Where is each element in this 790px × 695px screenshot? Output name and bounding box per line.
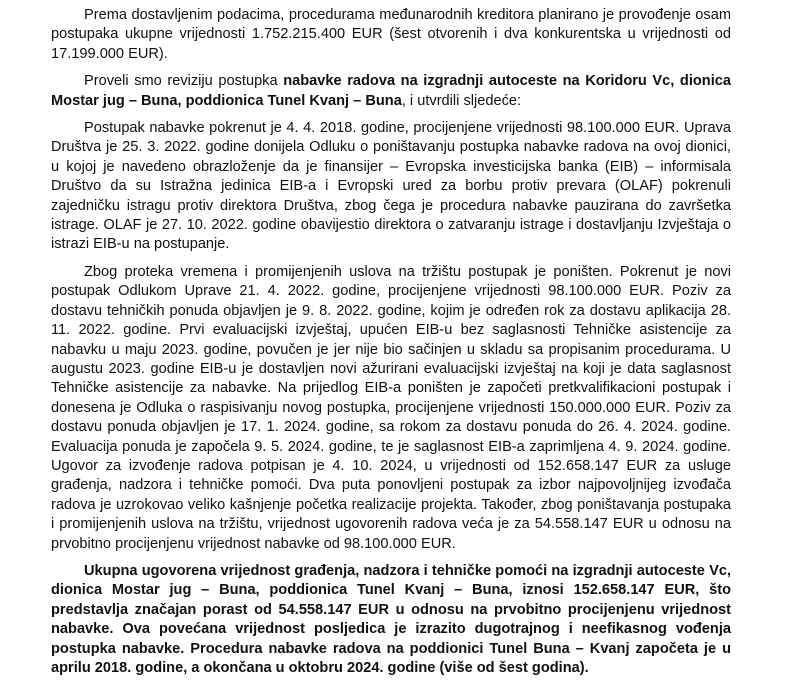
paragraph-audit-intro <box>51 72 731 111</box>
paragraph-procedures-overview: Prema dostavljenim podacima, procedurama međunarodnih kreditora planirano je provođenje osam postupaka ukupne vrijednosti 1.752.215.400 EUR (šest otvorenih i dva konkurentska u vrijednosti od 17.199.000 EUR). <box>51 7 731 62</box>
document-page <box>51 0 731 686</box>
paragraph-conclusion: Ukupna ugovorena vrijednost građenja, nadzora i tehničke pomoći na izgradnji autoceste Vc, dionica Mostar jug – Buna, poddionica Tunel Kvanj – Buna, iznosi 152.658.147 EUR, što predstavlja značajan porast od 54.558.147 EUR u odnosu na prvobitno procijenjenu vrijednost nabavke. Ova povećana vrijednost posljedica je izrazito dugotrajnog i neefikasnog vođenja postupka nabavke. Procedura nabavke radova na poddionici Tunel Buna – Kvanj započeta je u aprilu 2018. godine, a okončana u oktobru 2024. godine (više od šest godina). <box>51 562 731 676</box>
audit-subject-bold: nabavke radova na izgradnji autoceste na Koridoru Vc, dionica Mostar jug – Buna, poddionica Tunel Kvanj – Buna <box>51 73 732 109</box>
audit-intro-tail: , i utvrdili sljedeće: <box>401 92 522 109</box>
paragraph-procedure-cancellation: Zbog proteka vremena i promijenjenih uslova na tržištu postupak je poništen. Pokrenut je novi postupak Odlukom Uprave 21. 4. 2022. godine, procijenjene vrijednosti 98.100.000 EUR. Poziv za dostavu tehničkih ponuda objavljen je 9. 8. 2022. godine, kojim je određen rok za dostavu aplikacija 28. 11. 2022. godine. Prvi evaluacijski izvještaj, upućen EIB-u bez saglasnosti Tehničke asistencije za nabavku u maju 2023. godine, povučen je jer nije bio sačinjen u skladu sa propisanim procedurama. U augustu 2023. godine EIB-u je dostavljen novi ažurirani evaluacijski izvještaj na koji je data saglasnost Tehničke asistencije za nabavke. Na prijedlog EIB-a poništen je započeti pretkvalifikacioni postupak i donesena je Odluka o raspisivanju novog postupka, procijenjene vrijednosti 150.000.000 EUR. Poziv za dostavu ponuda objavljen je 17. 1. 2024. godine, sa rokom za dostavu ponuda do 26. 4. 2024. godine. Evaluacija ponuda je započela 9. 5. 2024. godine, te je saglasnost EIB-a zaprimljena 4. 9. 2024. godine. Ugovor za izvođenje radova potpisan je 4. 10. 2024, u vrijednosti od 152.658.147 EUR za usluge građenja, nadzora i tehničke pomoći. Dva puta ponovljeni postupak za izbor najpovoljnijeg izvođača radova je uzrokovao veliko kašnjenje početka realizacije projekta. Također, zbog poništavanja postupaka i promijenjenih uslova na tržištu, vrijednost ugovorenih radova veća je za 54.558.147 EUR u odnosu na prvobitno procijenjenu vrijednost nabavke od 98.100.000 EUR. <box>51 263 731 552</box>
paragraph-procedure-start: Postupak nabavke pokrenut je 4. 4. 2018. godine, procijenjene vrijednosti 98.100.000 EUR. Uprava Društva je 25. 3. 2022. godine donijela Odluku o poništavanju postupka nabavke radova na ovoj dionici, u kojoj je navedeno obrazloženje da je finansijer – Evropska investicijska banka (EIB) – informisala Društvo da su Istražna jedinica EIB-a i Evropski ured za borbu protiv prevara (OLAF) pokrenuli zajedničku istragu protiv direktora Društva, zbog čega je procedura nabavke pauzirana do završetka istrage. OLAF je 27. 10. 2022. godine obavijestio direktora o zatvaranju istrage i dostavljanju Izvještaja o istrazi EIB-u na postupanje. <box>51 120 731 253</box>
audit-intro-text: Proveli smo reviziju postupka <box>84 73 284 90</box>
